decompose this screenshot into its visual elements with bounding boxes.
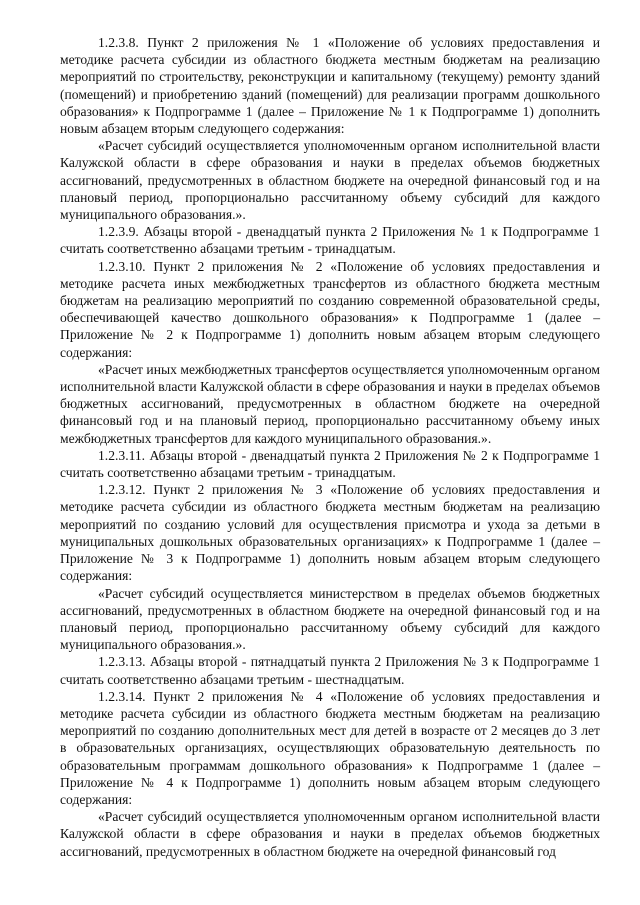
paragraph-1-2-3-11: 1.2.3.11. Абзацы второй - двенадцатый пункта 2 Приложения № 2 к Подпрограмме 1 считать соответственно абзацами третьим - тринадцатым. <box>60 447 600 481</box>
paragraph-quote-4: «Расчет субсидий осуществляется уполномоченным органом исполнительной власти Калужской области в сфере образования и науки в пределах объемов бюджетных ассигнований, предусмотренных в областном бюджете на очередной финансовый год <box>60 809 600 859</box>
paragraph-1-2-3-8: 1.2.3.8. Пункт 2 приложения № 1 «Положение об условиях предоставления и методике расчета субсидии из областного бюджета местным бюджетам на реализацию мероприятий по строительству, реконструкции и капитальному (текущему) ремонту зданий (помещений) и приобретению зданий (помещений) для реализации программ дошкольного образования» к Подпрограмме 1 (далее – Приложение № 1 к Подпрограмме 1) дополнить новым абзацем вторым следующего содержания: <box>60 35 600 137</box>
paragraph-1-2-3-9: 1.2.3.9. Абзацы второй - двенадцатый пункта 2 Приложения № 1 к Подпрограмме 1 считать соответственно абзацами третьим - тринадцатым. <box>60 224 600 257</box>
paragraph-quote-1: «Расчет субсидий осуществляется уполномоченным органом исполнительной власти Калужской области в сфере образования и науки в пределах объемов бюджетных ассигнований, предусмотренных в областном бюджете на очередной финансовый год и на плановый период, пропорционально рассчитанному объему субсидий для каждого муниципального образования.». <box>60 138 600 223</box>
paragraph-1-2-3-10: 1.2.3.10. Пункт 2 приложения № 2 «Положение об условиях предоставления и методике расчета иных межбюджетных трансфертов из областного бюджета местным бюджетам на реализацию мероприятий по созданию современной образовательной среды, обеспечивающей качество дошкольного образования» к Подпрограмме 1 (далее – Приложение № 2 к Подпрограмме 1) дополнить новым абзацем вторым следующего содержания: <box>60 258 600 360</box>
paragraph-quote-3: «Расчет субсидий осуществляется министерством в пределах объемов бюджетных ассигнований, предусмотренных в областном бюджете на очередной финансовый год и на плановый период, пропорционально рассчитанному объему субсидий для каждого муниципального образования.». <box>60 585 600 653</box>
paragraph-1-2-3-14: 1.2.3.14. Пункт 2 приложения № 4 «Положение об условиях предоставления и методике расчета субсидии из областного бюджета местным бюджетам на реализацию мероприятий по созданию дополнительных мест для детей в возрасте от 2 месяцев до 3 лет в образовательных организациях, осуществляющих образовательную деятельность по образовательным программам дошкольного образования» к Подпрограмме 1 (далее – Приложение № 4 к Подпрограмме 1) дополнить новым абзацем вторым следующего содержания: <box>60 688 600 807</box>
paragraph-1-2-3-12: 1.2.3.12. Пункт 2 приложения № 3 «Положение об условиях предоставления и методике расчета субсидии из областного бюджета местным бюджетам на реализацию мероприятий по созданию условий для осуществления присмотра и ухода за детьми в муниципальных дошкольных образовательных организациях» к Подпрограмме 1 (далее – Приложение № 3 к Подпрограмме 1) дополнить новым абзацем вторым следующего содержания: <box>60 482 600 584</box>
document-page <box>60 34 600 860</box>
paragraph-1-2-3-13: 1.2.3.13. Абзацы второй - пятнадцатый пункта 2 Приложения № 3 к Подпрограмме 1 считать соответственно абзацами третьим - шестнадцатым. <box>60 654 600 687</box>
paragraph-quote-2: «Расчет иных межбюджетных трансфертов осуществляется уполномоченным органом исполнительной власти Калужской области в сфере образования и науки в пределах объемов бюджетных ассигнований, предусмотренных в областном бюджете на очередной финансовый год и на плановый период, пропорционально рассчитанному объему иных межбюджетных трансфертов для каждого муниципального образования.». <box>60 361 600 446</box>
